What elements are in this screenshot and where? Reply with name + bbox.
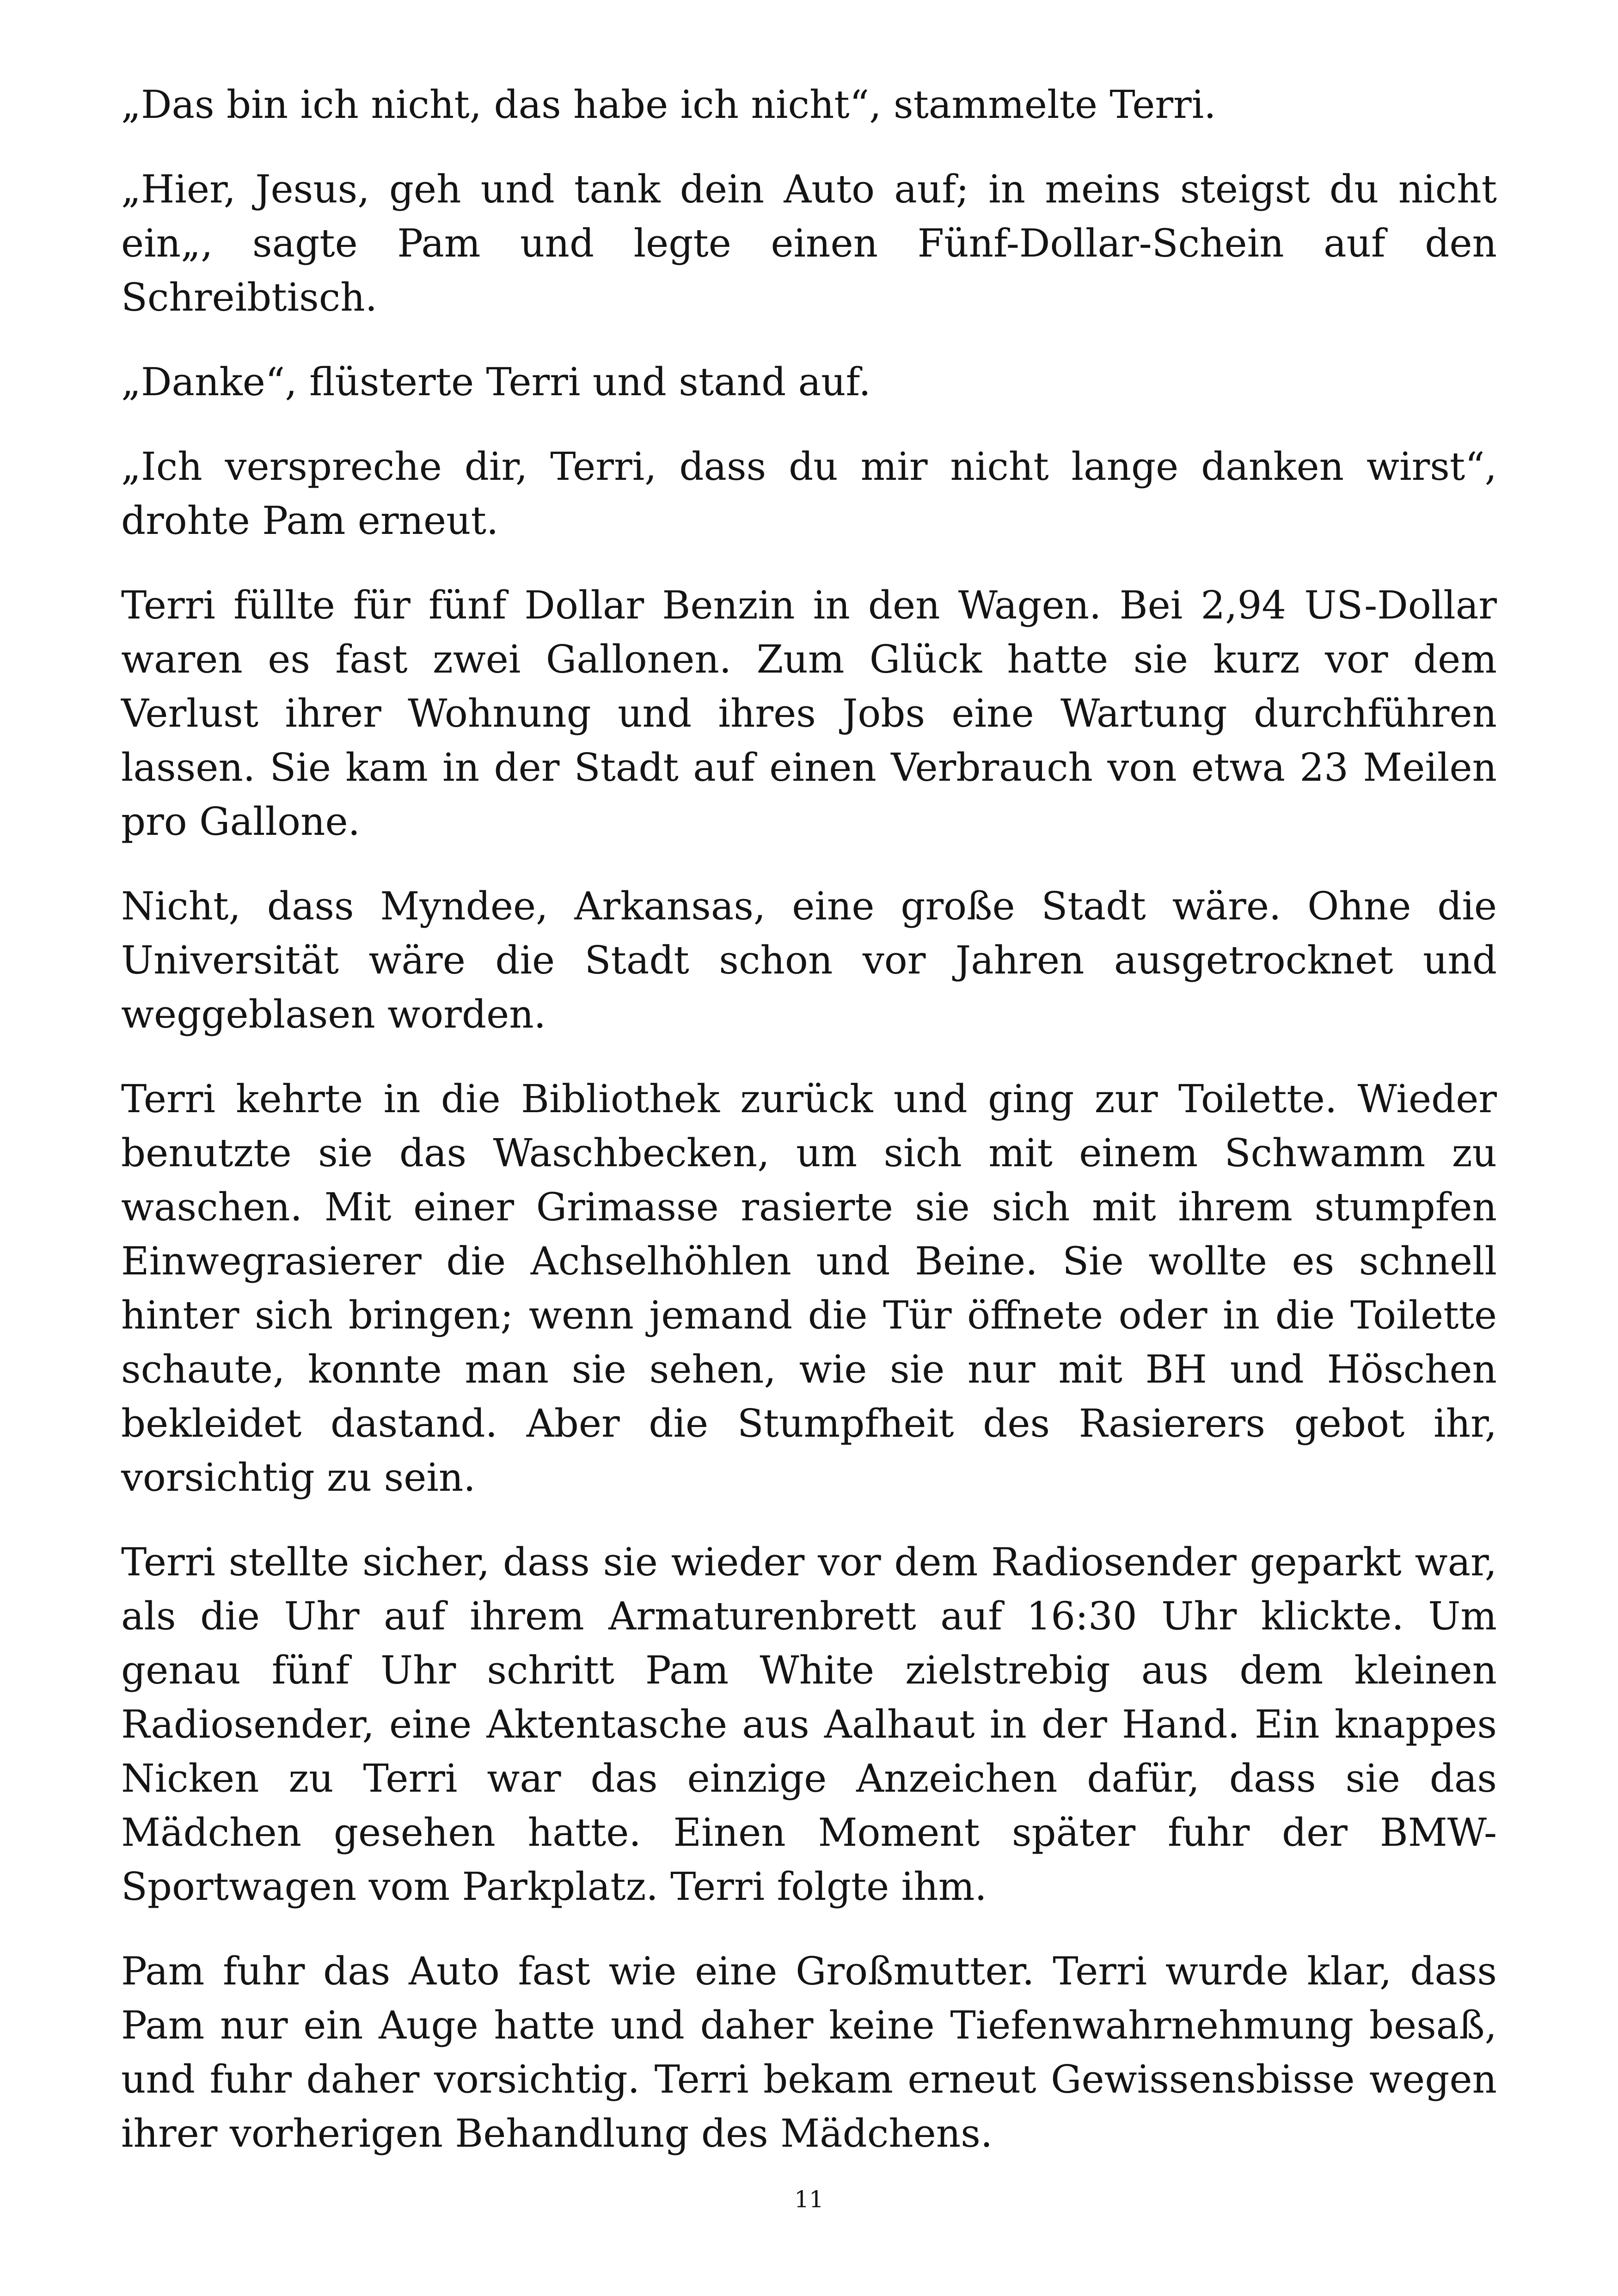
paragraph-5: Terri füllte für fünf Dollar Benzin in den Wagen. Bei 2,94 US-Dollar waren es fast zwei Gallonen. Zum Glück hatte sie kurz vor dem Verlust ihrer Wohnung und ihres Jobs eine Wartung durchführen lassen. Sie kam in der Stadt auf einen Verbrauch von etwa 23 Meilen pro Gallone. — [121, 583, 1497, 844]
paragraph-1: „Das bin ich nicht, das habe ich nicht“, stammelte Terri. — [121, 82, 1216, 127]
page-number: 11 — [794, 2186, 824, 2213]
paragraph-7: Terri kehrte in die Bibliothek zurück und ging zur Toilette. Wieder benutzte sie das Waschbecken, um sich mit einem Schwamm zu waschen. Mit einer Grimasse rasierte sie sich mit ihrem stumpfen Einwegrasierer die Achselhöhlen und Beine. Sie wollte es schnell hinter sich bringen; wenn jemand die Tür öffnete oder in die Toilette schaute, konnte man sie sehen, wie sie nur mit BH und Höschen bekleidet dastand. Aber die Stumpfheit des Rasierers gebot ihr, vorsichtig zu sein. — [121, 1077, 1497, 1500]
paragraph-3: „Danke“, flüsterte Terri und stand auf. — [121, 360, 871, 404]
body-text — [121, 78, 1497, 2191]
paragraph-9: Pam fuhr das Auto fast wie eine Großmutter. Terri wurde klar, dass Pam nur ein Auge hatte und daher keine Tiefenwahrnehmung besaß, und fuhr daher vorsichtig. Terri bekam erneut Gewissensbisse wegen ihrer vorherigen Behandlung des Mädchens. — [121, 1949, 1497, 2156]
paragraph-2: „Hier, Jesus, geh und tank dein Auto auf; in meins steigst du nicht ein„, sagte Pam und legte einen Fünf-Dollar-Schein auf den Schreibtisch. — [121, 167, 1497, 320]
paragraph-8: Terri stellte sicher, dass sie wieder vor dem Radiosender geparkt war, als die Uhr auf ihrem Armaturenbrett auf 16:30 Uhr klickte. Um genau fünf Uhr schritt Pam White zielstrebig aus dem kleinen Radiosender, eine Aktentasche aus Aalhaut in der Hand. Ein knappes Nicken zu Terri war das einzige Anzeichen dafür, dass sie das Mädchen gesehen hatte. Einen Moment später fuhr der BMW-Sportwagen vom Parkplatz. Terri folgte ihm. — [121, 1540, 1497, 1909]
paragraph-4: „Ich verspreche dir, Terri, dass du mir nicht lange danken wirst“, drohte Pam erneut. — [121, 444, 1497, 543]
paragraph-6: Nicht, dass Myndee, Arkansas, eine große Stadt wäre. Ohne die Universität wäre die Stadt schon vor Jahren ausgetrocknet und weggeblasen worden. — [121, 884, 1497, 1037]
